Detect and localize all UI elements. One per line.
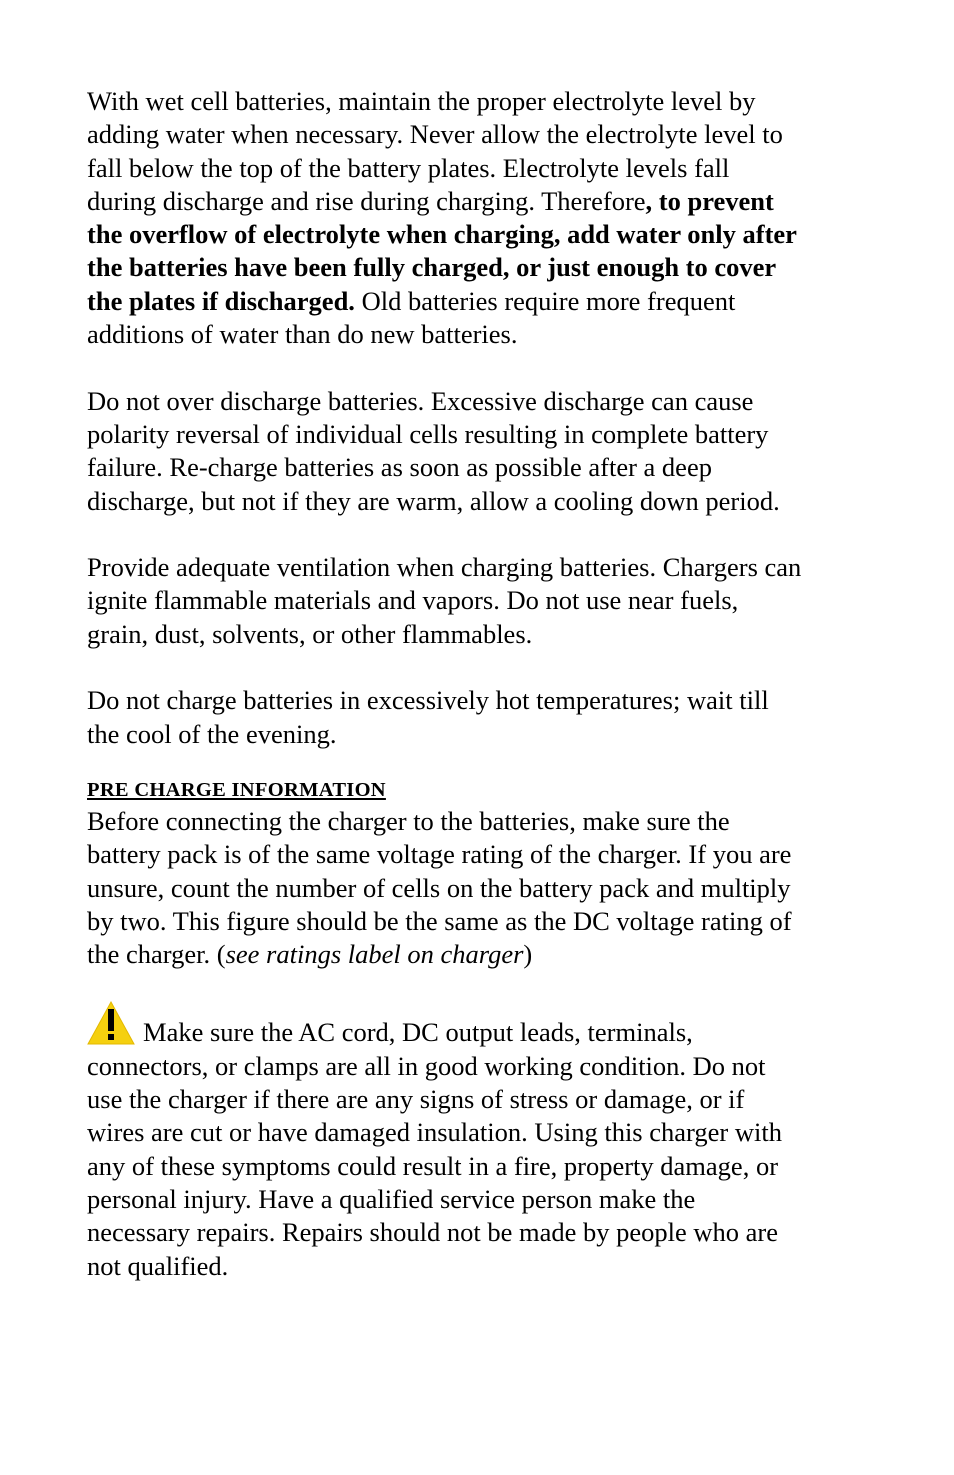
paragraph-ventilation xyxy=(87,551,877,651)
text-run: Old batteries require more frequent xyxy=(354,285,736,316)
text-line: adding water when necessary. Never allow the electrolyte level to xyxy=(87,119,783,150)
text-line: battery pack is of the same voltage rating of the charger. If you are xyxy=(87,839,792,870)
text-line: discharge, but not if they are warm, allow a cooling down period. xyxy=(87,485,780,516)
section-heading: PRE CHARGE INFORMATION xyxy=(87,778,386,801)
text-line: Provide adequate ventilation when charging batteries. Chargers can xyxy=(87,552,802,583)
text-run: ) xyxy=(523,939,533,970)
text-line xyxy=(87,938,877,971)
text-line: polarity reversal of individual cells resulting in complete battery xyxy=(87,418,769,449)
text-line: failure. Re-charge batteries as soon as possible after a deep xyxy=(87,452,712,483)
text-line: fall below the top of the battery plates. Electrolyte levels fall xyxy=(87,152,730,183)
paragraph-discharge xyxy=(87,385,877,518)
bold-text-line: the batteries have been fully charged, or just enough to cover xyxy=(87,252,777,283)
text-line xyxy=(87,185,877,218)
text-run: Make sure the AC cord, DC output leads, terminals, xyxy=(143,1017,693,1048)
bold-text-run: , to prevent xyxy=(645,185,774,216)
text-line: ignite flammable materials and vapors. Do not use near fuels, xyxy=(87,585,739,616)
text-line: unsure, count the number of cells on the battery pack and multiply xyxy=(87,872,791,903)
text-line: grain, dust, solvents, or other flammables. xyxy=(87,618,533,649)
text-line: necessary repairs. Repairs should not be made by people who are xyxy=(87,1217,778,1248)
text-run: the charger. ( xyxy=(87,939,226,970)
paragraph-electrolyte xyxy=(87,85,877,351)
paragraph-temperature xyxy=(87,684,877,751)
warning-triangle-icon xyxy=(87,1001,135,1045)
bold-text-line: the overflow of electrolyte when charging, add water only after xyxy=(87,219,797,250)
italic-text-run: see ratings label on charger xyxy=(225,939,524,970)
text-line: personal injury. Have a qualified service person make the xyxy=(87,1183,696,1214)
document-page xyxy=(87,85,877,1283)
text-line xyxy=(87,1001,877,1049)
text-line: Do not charge batteries in excessively hot temperatures; wait till xyxy=(87,685,769,716)
text-line: Before connecting the charger to the batteries, make sure the xyxy=(87,805,730,836)
text-line: With wet cell batteries, maintain the proper electrolyte level by xyxy=(87,86,756,116)
warning-block xyxy=(87,1001,877,1282)
text-line: by two. This figure should be the same as the DC voltage rating of xyxy=(87,905,792,936)
text-line: any of these symptoms could result in a fire, property damage, or xyxy=(87,1150,779,1181)
section-pre-charge xyxy=(87,777,877,971)
text-line: additions of water than do new batteries. xyxy=(87,319,518,350)
text-run: during discharge and rise during charging. Therefore xyxy=(87,185,646,216)
text-line: use the charger if there are any signs of stress or damage, or if xyxy=(87,1084,745,1115)
text-line xyxy=(87,285,877,318)
bold-text-run: the plates if discharged. xyxy=(87,285,355,316)
text-line: the cool of the evening. xyxy=(87,718,337,749)
text-line: wires are cut or have damaged insulation. Using this charger with xyxy=(87,1117,782,1148)
text-line: connectors, or clamps are all in good working condition. Do not xyxy=(87,1050,766,1081)
text-line: not qualified. xyxy=(87,1250,229,1281)
text-line: Do not over discharge batteries. Excessive discharge can cause xyxy=(87,385,754,416)
